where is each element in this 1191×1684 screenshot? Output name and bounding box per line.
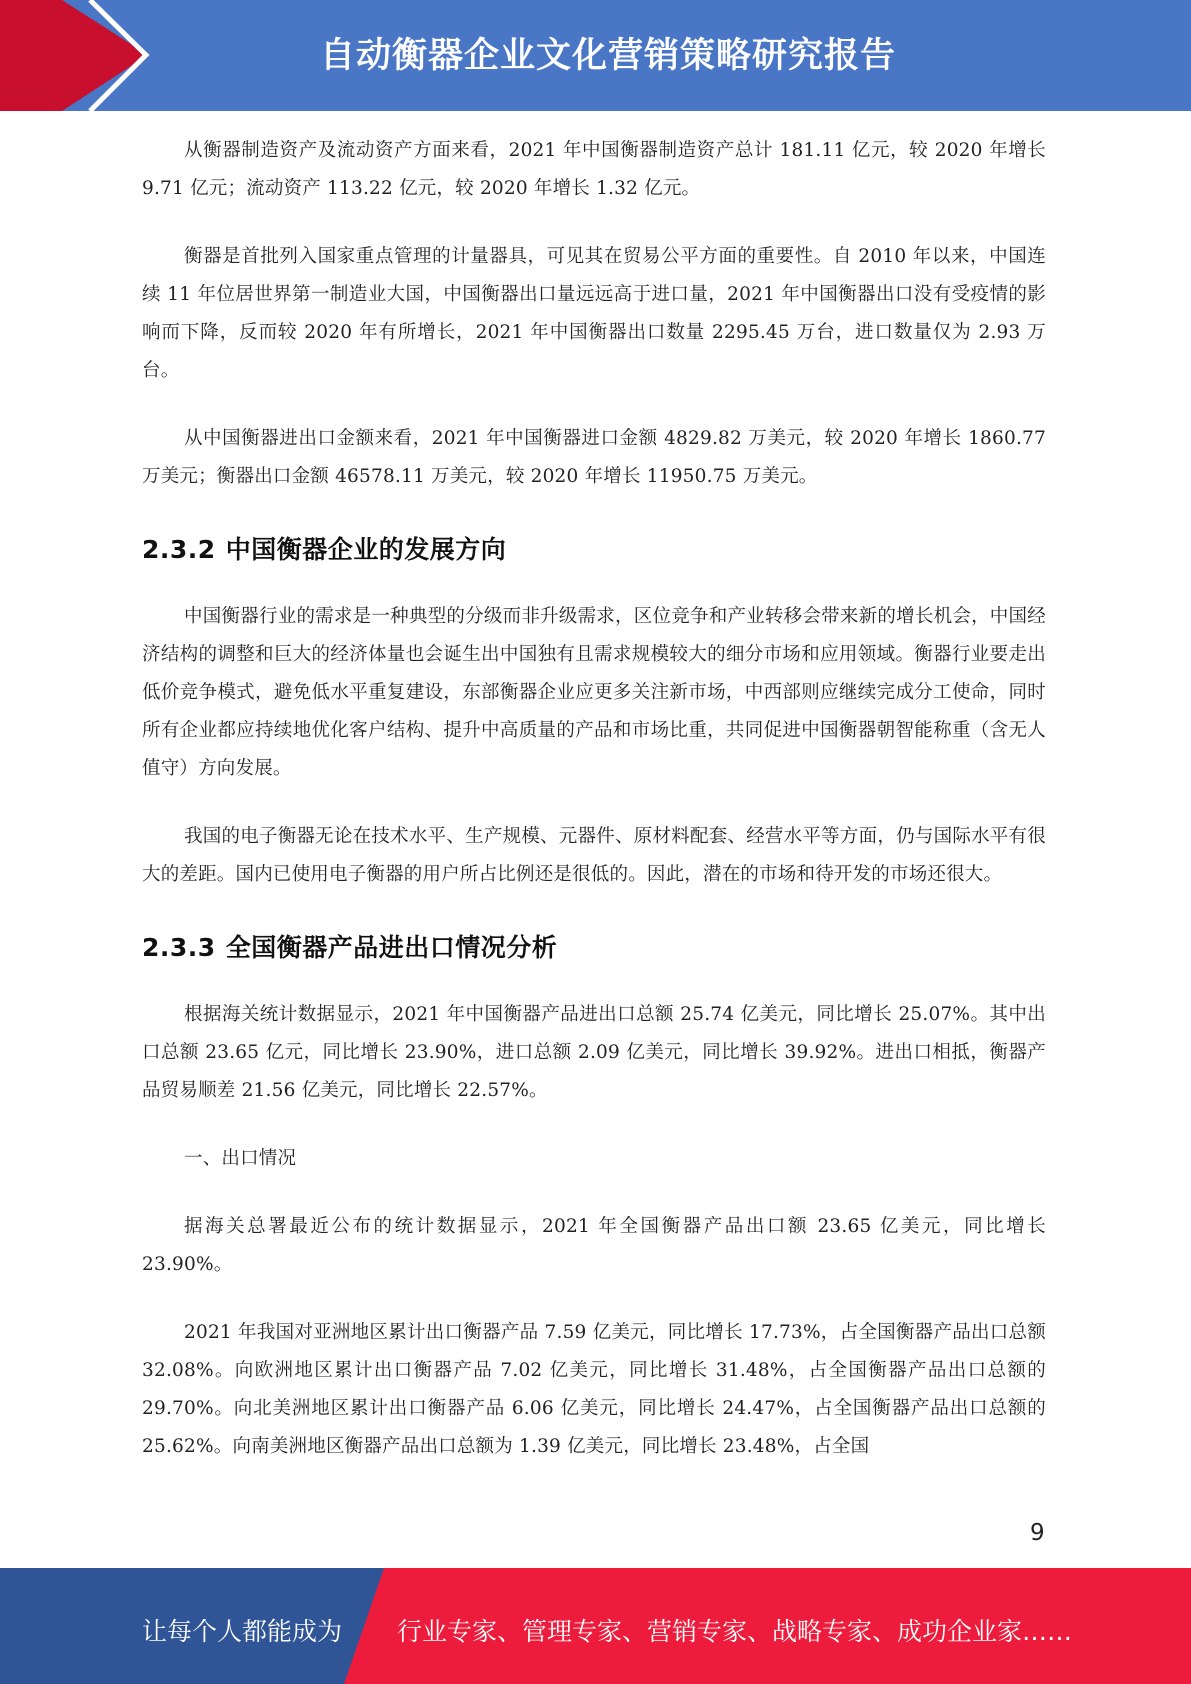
section-heading-2-3-2 — [142, 530, 1046, 566]
paragraph: 衡器是首批列入国家重点管理的计量器具，可见其在贸易公平方面的重要性。自 2010 年以来，中国连续 11 年位居世界第一制造业大国，中国衡器出口量远远高于进口量，2021 年中国衡器出口没有受疫情的影响而下降，反而较 2020 年有所增长，2021 年中国衡器出口数量 2295.45 万台，进口数量仅为 2.93 万台。 — [142, 246, 1046, 381]
footer-slogan-left: 让每个人都能成为 — [142, 1617, 343, 1646]
document-title: 自动衡器企业文化营销策略研究报告 — [320, 36, 897, 76]
paragraph: 据海关总署最近公布的统计数据显示，2021 年全国衡器产品出口额 23.65 亿美元，同比增长 23.90%。 — [142, 1216, 1046, 1275]
page-content — [142, 132, 1046, 1496]
page-number: 9 — [1030, 1520, 1045, 1546]
footer-slogan-right: 行业专家、管理专家、营销专家、战略专家、成功企业家…… — [397, 1617, 1073, 1646]
paragraph: 从衡器制造资产及流动资产方面来看，2021 年中国衡器制造资产总计 181.11 亿元，较 2020 年增长 9.71 亿元；流动资产 113.22 亿元，较 2020 年增长 1.32 亿元。 — [142, 140, 1046, 199]
section-heading-2-3-3 — [142, 928, 1046, 964]
section-title: 中国衡器企业的发展方向 — [225, 535, 507, 564]
page-header — [0, 0, 1191, 111]
section-number: 2.3.2 — [142, 535, 216, 564]
header-red-arrow-shape — [0, 0, 148, 111]
subheading-export: 一、出口情况 — [184, 1148, 297, 1169]
paragraph: 中国衡器行业的需求是一种典型的分级而非升级需求，区位竞争和产业转移会带来新的增长机会，中国经济结构的调整和巨大的经济体量也会诞生出中国独有且需求规模较大的细分市场和应用领域。衡器行业要走出低价竞争模式，避免低水平重复建设，东部衡器企业应更多关注新市场，中西部则应继续完成分工使命，同时所有企业都应持续地优化客户结构、提升中高质量的产品和市场比重，共同促进中国衡器朝智能称重（含无人值守）方向发展。 — [142, 606, 1046, 779]
paragraph: 2021 年我国对亚洲地区累计出口衡器产品 7.59 亿美元，同比增长 17.73%，占全国衡器产品出口总额 32.08%。向欧洲地区累计出口衡器产品 7.02 亿美元，同比增长 31.48%，占全国衡器产品出口总额的 29.70%。向北美洲地区累计出口衡器产品 6.06 亿美元，同比增长 24.47%，占全国衡器产品出口总额的 25.62%。向南美洲地区衡器产品出口总额为 1.39 亿美元，同比增长 23.48%，占全国 — [142, 1322, 1046, 1457]
section-number: 2.3.3 — [142, 933, 216, 962]
paragraph: 我国的电子衡器无论在技术水平、生产规模、元器件、原材料配套、经营水平等方面，仍与国际水平有很大的差距。国内已使用电子衡器的用户所占比例还是很低的。因此，潜在的市场和待开发的市场还很大。 — [142, 826, 1046, 885]
paragraph: 根据海关统计数据显示，2021 年中国衡器产品进出口总额 25.74 亿美元，同比增长 25.07%。其中出口总额 23.65 亿元，同比增长 23.90%，进口总额 2.09 亿美元，同比增长 39.92%。进出口相抵，衡器产品贸易顺差 21.56 亿美元，同比增长 22.57%。 — [142, 1004, 1046, 1101]
page-footer — [0, 1568, 1191, 1684]
paragraph: 从中国衡器进出口金额来看，2021 年中国衡器进口金额 4829.82 万美元，较 2020 年增长 1860.77 万美元；衡器出口金额 46578.11 万美元，较 2020 年增长 11950.75 万美元。 — [142, 428, 1046, 487]
section-title: 全国衡器产品进出口情况分析 — [225, 933, 558, 962]
